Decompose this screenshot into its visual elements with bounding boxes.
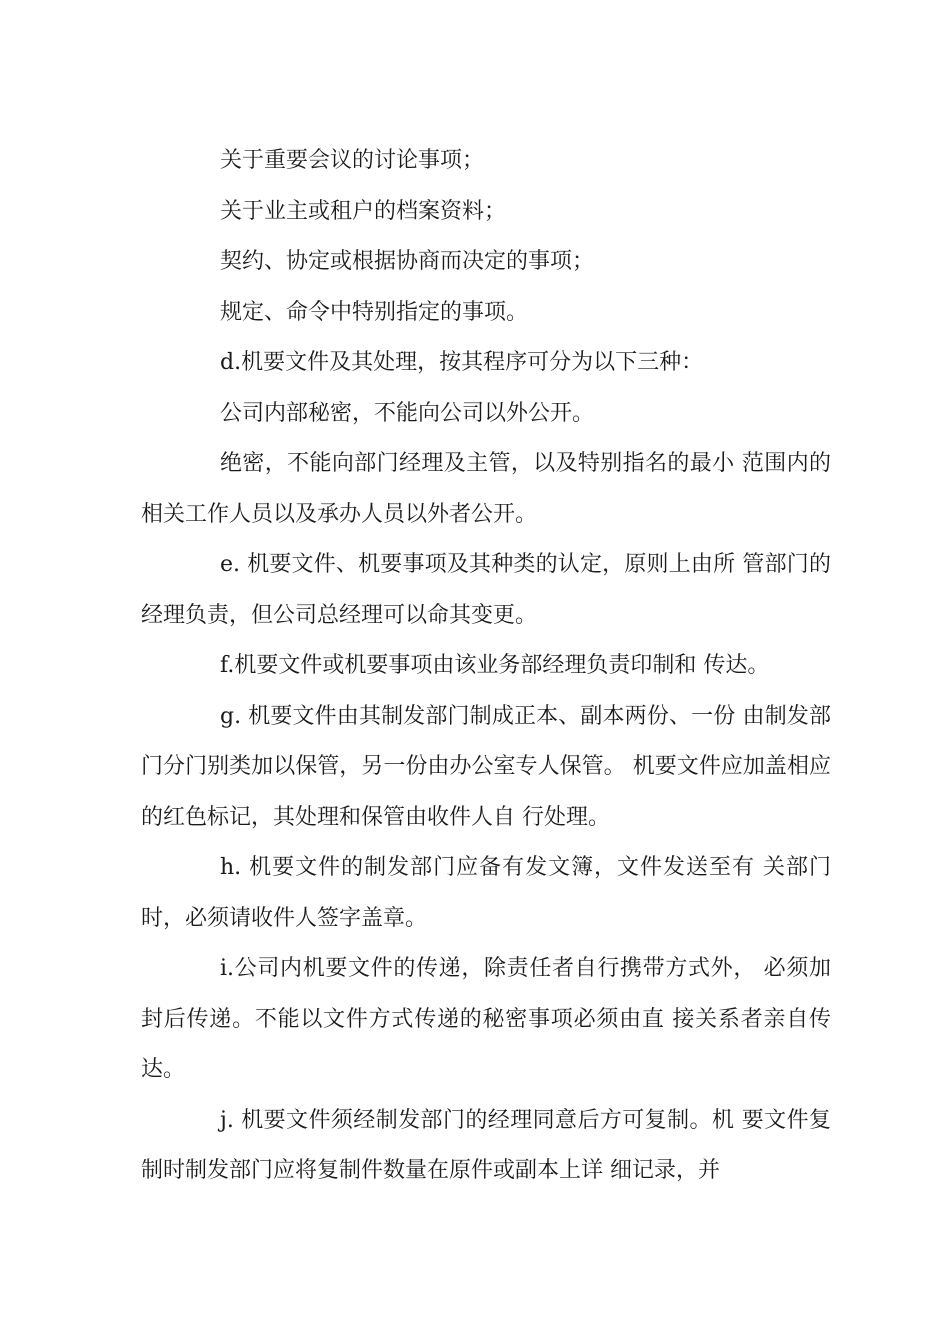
paragraph: i.公司内机要文件的传递，除责任者自行携带方式外， 必须加封后传递。不能以文件方式传递的秘密事项必须由直 接关系者亲自传达。	[141, 956, 831, 1082]
paragraph: d.机要文件及其处理，按其程序可分为以下三种：	[220, 350, 704, 375]
paragraph: 关于重要会议的讨论事项；	[220, 148, 485, 173]
paragraph: h. 机要文件的制发部门应备有发文簿，文件发送至有 关部门时，必须请收件人签字盖章。	[141, 855, 831, 931]
paragraph: j. 机要文件须经制发部门的经理同意后方可复制。机 要文件复制时制发部门应将复制件数量在原件或副本上详 细记录，并	[141, 1107, 831, 1183]
paragraph: 契约、协定或根据协商而决定的事项；	[220, 249, 595, 274]
paragraph: f.机要文件或机要事项由该业务部经理负责印制和 传达。	[220, 653, 770, 678]
paragraph: 公司内部秘密，不能向公司以外公开。	[220, 400, 595, 426]
paragraph: g. 机要文件由其制发部门制成正本、副本两份、一份 由制发部门分门别类加以保管，另一份由办公室专人保管。 机要文件应加盖相应的红色标记，其处理和保管由收件人自 行处理。	[141, 703, 831, 830]
document-body	[141, 136, 831, 1197]
paragraph: 规定、命令中特别指定的事项。	[220, 299, 529, 325]
paragraph: 关于业主或租户的档案资料；	[220, 198, 507, 224]
paragraph: 绝密，不能向部门经理及主管，以及特别指名的最小 范围内的相关工作人员以及承办人员以外者公开。	[141, 451, 831, 527]
paragraph: e. 机要文件、机要事项及其种类的认定，原则上由所 管部门的经理负责，但公司总经理可以命其变更。	[141, 552, 831, 628]
